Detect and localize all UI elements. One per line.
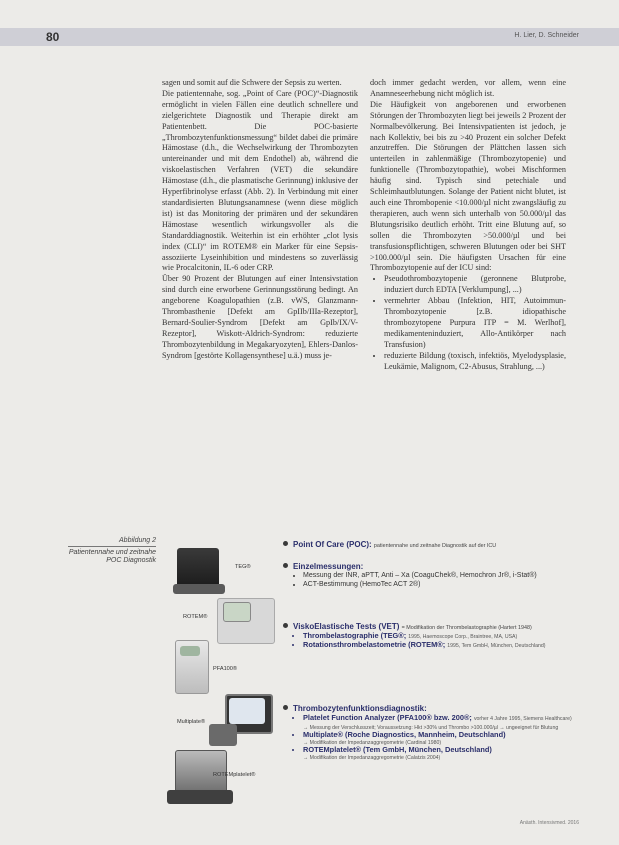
multiplate-label: Multiplate® — [177, 719, 206, 725]
teg-label: TEG® — [235, 564, 251, 570]
thrombo-item — [283, 704, 573, 762]
list-item: • Pseudothrombozytopenie (geronnene Blutprobe, induziert durch EDTA [Verklumpung], ...) — [384, 274, 566, 296]
multiplate-screen — [229, 698, 265, 724]
left-column — [162, 78, 358, 362]
list-item — [303, 714, 573, 731]
poc-subtitle: patientennahe und zeitnahe Diagnostik auf der ICU — [373, 543, 497, 549]
rotemplatelet-note: → Modifikation der Impedanzaggregometrie (Calatzis 2004) — [303, 754, 441, 761]
paragraph: Über 90 Prozent der Blutungen auf einer Intensivstation sind durch eine erworbene Gerinnungsstörung bedingt. An angeborene Koagulopathien (z.B. vWS, Glanzmann-Thrombasthenie [Defekt am GpIIb/IIIa-Rezeptor], Bernard-Soulier-Syndrom [Defekt am GpIb/IX/V-Rezeptor], Wiskott-Aldrich-Syndrom: reduzierte Thrombozytenbildung in Megakaryozyten], Ehlers-Danlos-Syndrom [gestörte Kollagensynthese] u.ä.) muss je- — [162, 274, 358, 360]
rotem-entry: Rotationsthrombelastometrie (ROTEM®; — [303, 639, 446, 649]
figure-caption-text: Patientennahe und zeitnahe POC Diagnostik — [68, 548, 156, 564]
rotemplatelet-base — [167, 790, 233, 804]
list-item: • reduzierte Bildung (toxisch, infektiös, Myelodysplasie, Leukämie, Malignom, C2-Abusus, Strahlung, ...) — [384, 351, 566, 373]
figure-2 — [165, 534, 575, 812]
multiplate-note: → Modifikation der Impedanzaggregometrie (Cardinal 1980) — [303, 739, 442, 746]
vet-item — [283, 622, 573, 649]
vet-heading: ViskoElastische Tests (VET) — [293, 622, 400, 631]
rotemplatelet-label: ROTEMplatelet® — [213, 772, 256, 778]
einzel-heading: Einzelmessungen: — [293, 562, 364, 571]
page-footer: Anästh. Intensivmed. 2016 — [519, 820, 579, 826]
thrombo-heading: Thrombozytenfunktionsdiagnostik: — [293, 704, 427, 713]
caption-divider — [68, 546, 156, 547]
header-authors: H. Lier, D. Schneider — [514, 32, 579, 39]
pfa-label: PFA100® — [213, 666, 238, 672]
list-item: • ACT-Bestimmung (HemoTec ACT 2®) — [303, 581, 573, 590]
pfa-entry: Platelet Function Analyzer (PFA100® bzw. 200®; — [303, 713, 472, 722]
multiplate-entry: Multiplate® (Roche Diagnostics, Mannheim, Deutschland) — [303, 730, 506, 740]
right-column — [370, 78, 566, 372]
bullet-icon — [283, 541, 288, 546]
poc-item — [283, 540, 573, 549]
bullet-icon — [283, 563, 288, 568]
vet-subtitle: = Modifikation der Thrombelastographie (Hartert 1948) — [401, 625, 532, 631]
page-header — [0, 28, 619, 46]
cause-list — [370, 274, 566, 372]
page-number: 80 — [46, 30, 60, 44]
teg-device-base — [173, 584, 225, 594]
paragraph: sagen und somit auf die Schwere der Sepsis zu werten. — [162, 78, 342, 87]
teg-device-image — [177, 548, 219, 588]
list-item — [303, 731, 573, 746]
paragraph: doch immer gedacht werden, vor allem, wenn eine Anamneseerhebung nicht möglich ist. — [370, 78, 566, 98]
rotem-screen — [223, 602, 251, 622]
figure-caption — [68, 537, 156, 566]
teg-entry: Thrombelastographie (TEG®; — [303, 631, 407, 640]
rotem-note: 1995, Tem GmbH, München, Deutschland) — [447, 642, 546, 649]
bullet-icon — [283, 705, 288, 710]
paragraph: Die patientennahe, sog. „Point of Care (POC)“-Diagnostik ermöglicht in vielen Fällen eine deutlich schnellere und zielgerichtete Diagnostik und Therapie direkt am Patientenbett. Die POC-basierte „Thrombozytenfunktionsmessung“ bildet dabei die primäre Hämostase (d.h., die Wechselwirkung der Thrombozyten untereinander und mit dem Endothel) ab, während die viskoelastischen Verfahren (VET) die sekundäre Hämostase (d.h., die plasmatische Gerinnung) inklusive der Hyperfibrinolyse erfasst (Abb. 2). In Verbindung mit einer standardisierten Blutungsanamnese (wenn diese möglich ist) ist das Monitoring der primären und der sekundären Hämostase wesentlich wirkungsvoller als die Standarddiagnostik. Weiterhin ist ein erhöhter „clot lysis index (CLI)“ im ROTEM® ein Marker für eine Sepsis-assoziierte Lyseinhibition und mindestens so zuverlässig wie Procalcitonin, IL-6 oder CRP. — [162, 88, 358, 273]
einzel-item — [283, 562, 573, 589]
list-item: • Messung der INR, aPTT, Anti – Xa (CoaguChek®, Hemochron Jr®, i-Stat®) — [303, 572, 573, 581]
list-item: • vermehrter Abbau (Infektion, HIT, Autoimmun-Thrombozytopenie [z.B. idiopathische thrombozytopene Purpura ITP = M. Werlhof], medikamenteninduziert, Allo-Antikörper nach Transfusion) — [384, 296, 566, 351]
poc-heading: Point Of Care (POC): — [293, 540, 372, 549]
paragraph: Die Häufigkeit von angeborenen und erworbenen Störungen der Thrombozyten liegt bei jeweils 2 Prozent der Normalbevölkerung. Bei Intensivpatienten ist jedoch, je nach Kollektiv, bei bis zu >40 Prozent ein solcher Defekt anzutreffen. Die Störungen der Plättchen lassen sich unterteilen in zahlenmäßige (Thrombozytopenie) und funktionelle (Thrombozytopathie), wobei Mischformen häufig sind. Typisch sind petechiale und Schleimhautblutungen. Solange der Patient nicht blutet, ist auch eine Thrombopenie <10.000/µl nicht zwangsläufig zu therapieren, auch wenn sich unterhalb von 50.000/µl das Blutungsrisiko deutlich erhöht. Tritt eine Blutung auf, so sollen die Thrombozyten >50.000/µl und bei transfusionspflichtigen, schweren Blutungen oder bei SHT >100.000/µl sein. Die häufigsten Ursachen für eine Thrombozytopenie auf der ICU sind: — [370, 99, 566, 273]
device-photos — [165, 534, 283, 812]
list-item — [303, 641, 573, 650]
rotemplatelet-entry: ROTEMplatelet® (Tem GmbH, München, Deutschland) — [303, 745, 492, 755]
bullet-icon — [283, 623, 288, 628]
pfa-note: vorher 4 Jahre 1995, Siemens Healthcare) → Messung der Verschlusszeit; Voraussetzung: Hkt >30% und Thrombo >100.000/µl → ungeeignet für Blutung — [303, 716, 572, 731]
figure-caption-title: Abbildung 2 — [119, 537, 156, 544]
teg-note: 1995, Haemoscope Corp., Braintree, MA, USA) — [408, 634, 518, 640]
multiplate-device-image — [209, 724, 237, 746]
pfa-screen — [180, 646, 200, 656]
rotem-label: ROTEM® — [183, 614, 208, 620]
list-item — [303, 746, 573, 761]
